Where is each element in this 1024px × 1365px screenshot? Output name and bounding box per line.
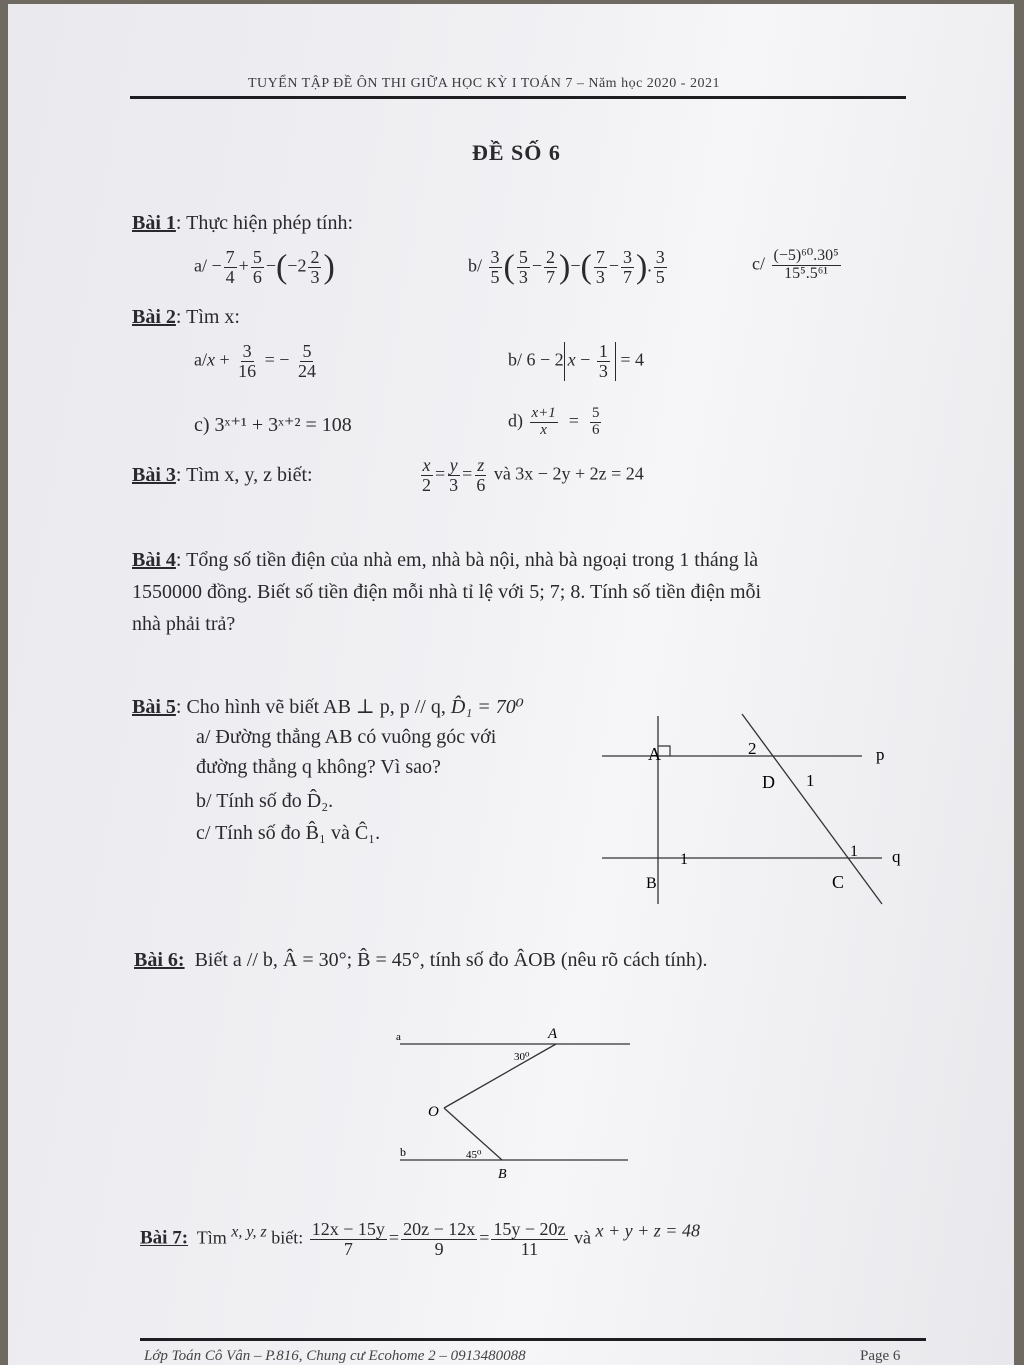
- label-q: q: [892, 847, 901, 866]
- bai7-condition: x + y + z = 48: [595, 1220, 700, 1241]
- bai1-c-den: 15⁵.5⁶¹: [784, 264, 829, 282]
- bai1-label: Bài 1: [132, 212, 176, 234]
- label-d2: 2: [748, 739, 757, 758]
- bai7-f3-num: 15y − 20z: [493, 1219, 566, 1239]
- label-line-b: b: [400, 1145, 406, 1159]
- label-line-a: a: [396, 1031, 401, 1043]
- label-b: B: [646, 875, 657, 892]
- bai7-label: Bài 7:: [140, 1227, 189, 1249]
- bai1-b: b/ $\frac{3}{5}$ ( $\frac{5}{3}$ − $\frac{2}{7}$ )−( $\frac{7}{3}$ − $\frac{3}{7}$ ). $\frac{3}{5}$: [468, 247, 665, 287]
- bai2-b-post: = 4: [620, 349, 644, 370]
- bai4-text-1: : Tổng số tiền điện của nhà em, nhà bà nội, nhà bà ngoại trong 1 tháng là: [175, 549, 759, 571]
- segment-oa: [444, 1044, 556, 1108]
- bai4-line1: [132, 549, 758, 572]
- bai5-figure: [592, 704, 912, 914]
- label-point-a: A: [548, 1026, 558, 1042]
- bai1-heading: [132, 212, 353, 235]
- bai7-biet: biết:: [271, 1227, 304, 1248]
- footer-page: Page 6: [860, 1348, 901, 1364]
- bai1-b-label: b/: [468, 255, 483, 276]
- bai1-c-num: (−5)⁶⁰.30⁵: [773, 247, 839, 264]
- bai5-c: c/ Tính số đo B̂₁ và Ĉ₁.: [196, 822, 381, 844]
- bai2-b-pre: 6 − 2: [526, 349, 564, 370]
- label-c: C: [832, 872, 845, 892]
- bai3-label: Bài 3: [132, 464, 176, 486]
- bai3-heading: [132, 464, 313, 487]
- label-d1: 1: [806, 771, 815, 790]
- label-b1: 1: [680, 851, 688, 868]
- label-point-o: O: [428, 1104, 439, 1120]
- bai2-a: a/x + $\frac{3}{16}$ = − $\frac{5}{24}$: [194, 341, 316, 381]
- bai6-label: Bài 6:: [134, 949, 185, 971]
- bai7-va: và: [574, 1227, 592, 1248]
- bai1-c: [752, 248, 843, 283]
- bai7-f2-num: 20z − 12x: [403, 1219, 476, 1239]
- bai5-label: Bài 5: [132, 696, 176, 718]
- bai6-figure: [392, 1020, 652, 1180]
- bai5-text-1: : Cho hình vẽ biết AB ⊥ p, p // q,: [175, 696, 446, 718]
- footer-left: Lớp Toán Cô Vân – P.816, Chung cư Ecohome 2 – 0913480088: [144, 1348, 526, 1364]
- line-dc: [742, 714, 882, 904]
- bai5-a: a/ Đường thẳng AB có vuông góc với: [196, 726, 497, 748]
- bai2-c: c) 3ˣ⁺¹ + 3ˣ⁺² = 108: [194, 414, 352, 436]
- bai2-a-label: a/: [194, 349, 207, 370]
- header-rule: [130, 96, 906, 99]
- label-p: p: [876, 745, 885, 764]
- bai2-b-label: b/: [508, 349, 523, 370]
- exam-title: ĐỀ SỐ 6: [472, 140, 561, 165]
- bai1-a-label: a/: [194, 255, 207, 276]
- bai7-f1-den: 7: [343, 1238, 353, 1259]
- bai2-d-label: d): [508, 410, 523, 431]
- label-point-b: B: [498, 1167, 507, 1180]
- bai2-b: b/ 6 − 2 x − $\frac{1}{3}$ = 4: [508, 341, 644, 381]
- label-d: D: [762, 772, 775, 792]
- bai2-text: : Tìm x:: [175, 306, 240, 328]
- bai1-text: : Thực hiện phép tính:: [175, 212, 354, 234]
- bai4-line3: nhà phải trả?: [132, 613, 236, 635]
- bai7-f2-den: 9: [434, 1238, 444, 1259]
- bai2-d: d) $\frac{x+1}{x}$ = $\frac{5}{6}$: [508, 405, 600, 438]
- angle-a-label: 30⁰: [514, 1051, 530, 1063]
- bai5-b: b/ Tính số đo D̂₂.: [196, 790, 334, 812]
- bai6-line: [134, 949, 708, 972]
- bai5-a2: đường thẳng q không? Vì sao?: [196, 756, 441, 778]
- bai5-line1: [132, 694, 524, 719]
- footer-rule: [140, 1338, 926, 1341]
- exam-page: [8, 4, 1014, 1365]
- bai3-expr: $\frac{x}{2}$ = $\frac{y}{3}$ = $\frac{z}{6}$ và 3x − 2y + 2z = 24: [422, 455, 644, 495]
- bai3-condition: và 3x − 2y + 2z = 24: [493, 463, 644, 484]
- bai7-f1-num: 12x − 15y: [311, 1219, 385, 1239]
- bai1-a: a/ − $\frac{7}{4}$ + $\frac{5}{6}$ −(−2 $\frac{2}{3}$ ): [194, 247, 335, 287]
- running-header: TUYỂN TẬP ĐỀ ÔN THI GIỮA HỌC KỲ I TOÁN 7 – Năm học 2020 - 2021: [248, 76, 720, 91]
- label-a: A: [648, 744, 661, 764]
- bai7-tim: Tìm: [196, 1227, 227, 1248]
- bai4-line2: 1550000 đồng. Biết số tiền điện mỗi nhà tỉ lệ với 5; 7; 8. Tính số tiền điện mỗi: [132, 581, 762, 603]
- bai7-vars: x, y, z: [231, 1223, 267, 1241]
- bai7-f3-den: 11: [520, 1238, 539, 1259]
- angle-b-label: 45⁰: [466, 1149, 482, 1161]
- bai4-label: Bài 4: [132, 549, 176, 571]
- bai2-label: Bài 2: [132, 306, 176, 328]
- bai1-c-label: c/: [752, 253, 765, 274]
- bai5-angle-d1: D̂₁ = 70⁰: [450, 696, 524, 718]
- bai7-line: Bài 7: Tìm x, y, z biết: $\frac{12x - 15y}{7}$ = $\frac{20z - 12x}{9}$ = $\frac{15y - 20z}{11}$ và x + y + z = 48: [140, 1219, 700, 1259]
- bai6-text: Biết a // b, Â = 30°; B̂ = 45°, tính số đo ÂOB (nêu rõ cách tính).: [194, 949, 708, 971]
- bai3-text: : Tìm x, y, z biết:: [175, 464, 313, 486]
- bai2-heading: [132, 306, 240, 329]
- label-c1: 1: [850, 843, 858, 860]
